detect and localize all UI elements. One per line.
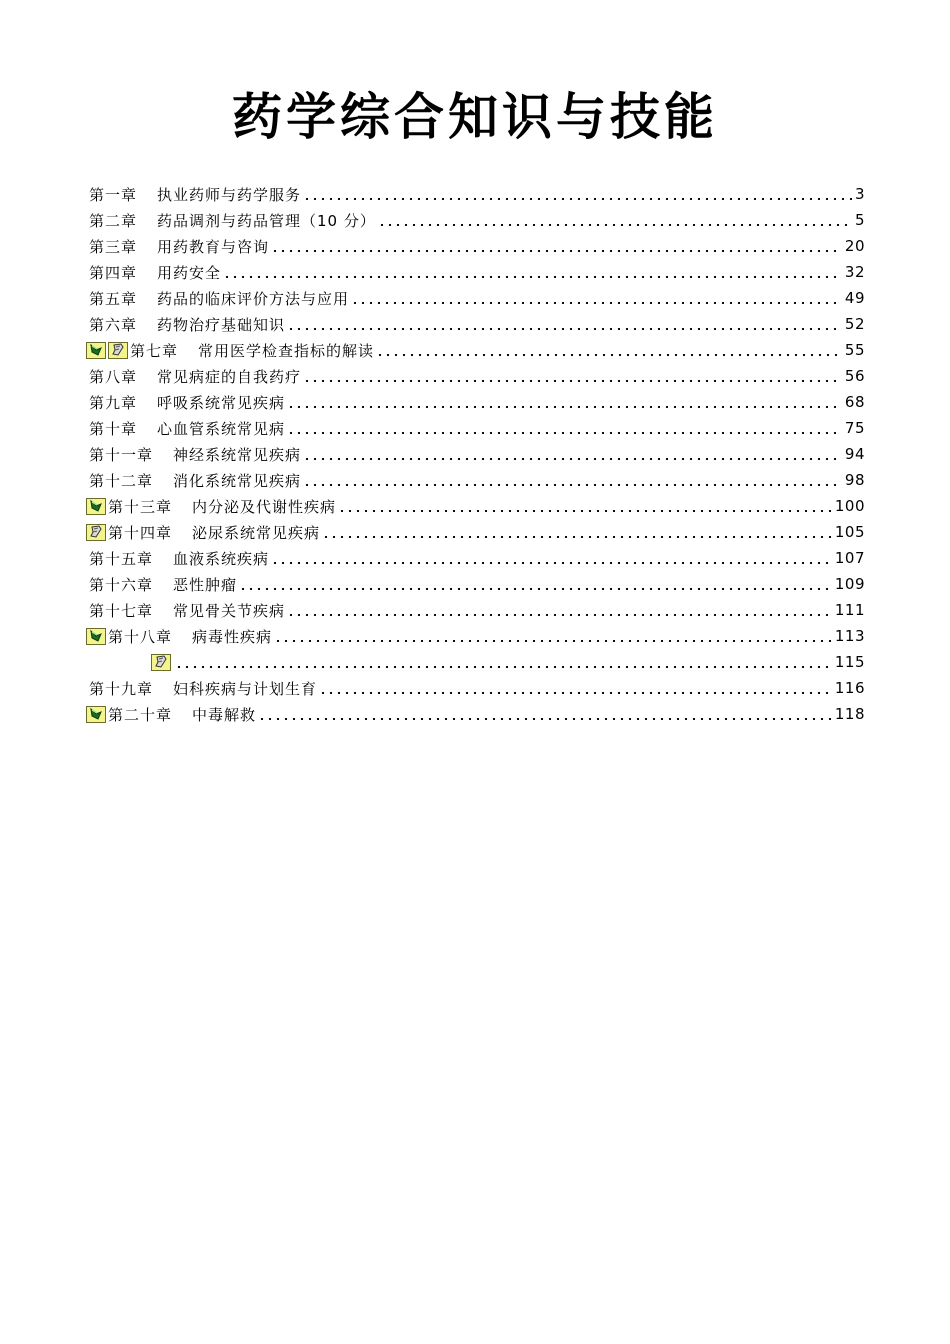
- dot-leader: [223, 265, 842, 279]
- toc-entry-label: [89, 600, 285, 621]
- page-number: 107: [834, 549, 865, 567]
- toc-entry[interactable]: [89, 363, 865, 389]
- toc-entry[interactable]: [89, 493, 865, 519]
- page-number: 55: [844, 341, 865, 359]
- dot-leader: [378, 213, 852, 227]
- toc-entry[interactable]: [89, 597, 865, 623]
- chapter-number: 第二章: [89, 211, 138, 230]
- chapter-number: 第三章: [89, 237, 138, 256]
- chapter-number: 第六章: [89, 315, 138, 334]
- dot-leader: [274, 629, 832, 643]
- chapter-number: 第十二章: [89, 471, 154, 490]
- toc-entry-label: [89, 314, 285, 335]
- toc-entry-label: [89, 262, 221, 283]
- chapter-title: 神经系统常见疾病: [173, 445, 302, 464]
- toc-entry-label: [89, 418, 285, 439]
- dot-leader: [271, 551, 832, 565]
- page-number: 32: [844, 263, 865, 281]
- dot-leader: [303, 369, 842, 383]
- dot-leader: [351, 291, 842, 305]
- page-number: 3: [854, 185, 865, 203]
- toc-entry-icons: [86, 524, 108, 541]
- toc-entry-label: [89, 366, 301, 387]
- page-number: 52: [844, 315, 865, 333]
- toc-entry-icons: [86, 628, 108, 645]
- toc-entry[interactable]: [89, 675, 865, 701]
- toc-entry-label: [89, 184, 301, 205]
- toc-entry[interactable]: [89, 415, 865, 441]
- chapter-number: 第十五章: [89, 549, 154, 568]
- dot-leader: [287, 421, 842, 435]
- chapter-title: 药品调剂与药品管理（10 分）: [157, 211, 376, 230]
- chapter-number: 第十三章: [108, 497, 173, 516]
- toc-entry[interactable]: [89, 285, 865, 311]
- toc-entry-icons: [86, 342, 130, 359]
- chapter-title: 病毒性疾病: [192, 627, 273, 646]
- chapter-number: 第十章: [89, 419, 138, 438]
- page-number: 105: [834, 523, 865, 541]
- dot-leader: [287, 395, 842, 409]
- toc-entry[interactable]: [89, 233, 865, 259]
- page-number: 49: [844, 289, 865, 307]
- chapter-title: 恶性肿瘤: [173, 575, 238, 594]
- chapter-number: 第十八章: [108, 627, 173, 646]
- toc-entry[interactable]: [89, 337, 865, 363]
- page-number: 100: [834, 497, 865, 515]
- chapter-title: 呼吸系统常见疾病: [157, 393, 286, 412]
- chapter-title: 用药教育与咨询: [157, 237, 270, 256]
- page-number: 20: [844, 237, 865, 255]
- toc-entry[interactable]: [89, 701, 865, 727]
- page-number: 68: [844, 393, 865, 411]
- toc-entry-label: [89, 548, 269, 569]
- toc-entry-label: [108, 704, 256, 725]
- dot-leader: [271, 239, 842, 253]
- toc-entry[interactable]: [89, 389, 865, 415]
- toc-entry[interactable]: [89, 545, 865, 571]
- scroll-icon[interactable]: [86, 524, 106, 541]
- dot-leader: [258, 707, 832, 721]
- dot-leader: [338, 499, 832, 513]
- chapter-number: 第十九章: [89, 679, 154, 698]
- chapter-title: 中毒解救: [192, 705, 257, 724]
- toc-entry[interactable]: [89, 181, 865, 207]
- page-number: 111: [834, 601, 865, 619]
- toc-entry[interactable]: [89, 467, 865, 493]
- page-number: 94: [844, 445, 865, 463]
- dot-leader: [175, 655, 832, 669]
- toc-entry-label: [108, 522, 320, 543]
- toc-entry-label: [130, 340, 374, 361]
- toc-entry-label: [108, 626, 272, 647]
- pill-icon[interactable]: [86, 498, 106, 515]
- chapter-title: 血液系统疾病: [173, 549, 270, 568]
- dot-leader: [287, 317, 842, 331]
- chapter-title: 泌尿系统常见疾病: [192, 523, 321, 542]
- pill-icon[interactable]: [86, 706, 106, 723]
- chapter-number: 第十一章: [89, 445, 154, 464]
- chapter-number: 第九章: [89, 393, 138, 412]
- dot-leader: [303, 473, 842, 487]
- dot-leader: [303, 187, 852, 201]
- chapter-title: 心血管系统常见病: [157, 419, 286, 438]
- chapter-title: 常用医学检查指标的解读: [198, 341, 375, 360]
- scroll-icon[interactable]: [151, 654, 171, 671]
- page-number: 113: [834, 627, 865, 645]
- chapter-title: 内分泌及代谢性疾病: [192, 497, 337, 516]
- toc-entry[interactable]: [89, 311, 865, 337]
- scroll-icon[interactable]: [108, 342, 128, 359]
- toc-entry-label: [89, 236, 269, 257]
- dot-leader: [319, 681, 832, 695]
- chapter-title: 常见骨关节疾病: [173, 601, 286, 620]
- table-of-contents: [89, 181, 865, 727]
- chapter-number: 第四章: [89, 263, 138, 282]
- chapter-number: 第二十章: [108, 705, 173, 724]
- chapter-title: 药物治疗基础知识: [157, 315, 286, 334]
- dot-leader: [287, 603, 832, 617]
- toc-entry-icons: [86, 706, 108, 723]
- chapter-title: 常见病症的自我药疗: [157, 367, 302, 386]
- toc-entry-label: [89, 678, 317, 699]
- toc-entry-label: [89, 574, 237, 595]
- chapter-title: 用药安全: [157, 263, 222, 282]
- toc-entry-label: [89, 392, 285, 413]
- toc-entry[interactable]: [89, 623, 865, 649]
- page-number: 115: [834, 653, 865, 671]
- chapter-number: 第十七章: [89, 601, 154, 620]
- toc-entry-label: [89, 470, 301, 491]
- toc-entry-label: [89, 444, 301, 465]
- toc-entry[interactable]: [89, 519, 865, 545]
- toc-entry[interactable]: [89, 571, 865, 597]
- page-number: 5: [854, 211, 865, 229]
- page-number: 56: [844, 367, 865, 385]
- pill-icon[interactable]: [86, 628, 106, 645]
- document-title: 药学综合知识与技能: [232, 87, 718, 146]
- toc-entry[interactable]: [89, 207, 865, 233]
- chapter-number: 第十四章: [108, 523, 173, 542]
- chapter-number: 第八章: [89, 367, 138, 386]
- page-number: 116: [834, 679, 865, 697]
- toc-entry[interactable]: [89, 259, 865, 285]
- pill-icon[interactable]: [86, 342, 106, 359]
- dot-leader: [303, 447, 842, 461]
- chapter-number: 第五章: [89, 289, 138, 308]
- toc-entry-label: [89, 210, 376, 231]
- chapter-title: 消化系统常见疾病: [173, 471, 302, 490]
- toc-entry-label: [108, 496, 336, 517]
- page-number: 118: [834, 705, 865, 723]
- toc-entry[interactable]: [89, 649, 865, 675]
- toc-entry-label: [89, 288, 349, 309]
- page-number: 75: [844, 419, 865, 437]
- page-number: 98: [844, 471, 865, 489]
- toc-entry[interactable]: [89, 441, 865, 467]
- chapter-number: 第一章: [89, 185, 138, 204]
- dot-leader: [239, 577, 832, 591]
- chapter-number: 第十六章: [89, 575, 154, 594]
- dot-leader: [376, 343, 842, 357]
- chapter-title: 妇科疾病与计划生育: [173, 679, 318, 698]
- chapter-number: 第七章: [130, 341, 179, 360]
- page-number: 109: [834, 575, 865, 593]
- toc-entry-icons: [86, 498, 108, 515]
- toc-entry-icons: [151, 654, 173, 671]
- chapter-title: 药品的临床评价方法与应用: [157, 289, 350, 308]
- chapter-title: 执业药师与药学服务: [157, 185, 302, 204]
- dot-leader: [322, 525, 832, 539]
